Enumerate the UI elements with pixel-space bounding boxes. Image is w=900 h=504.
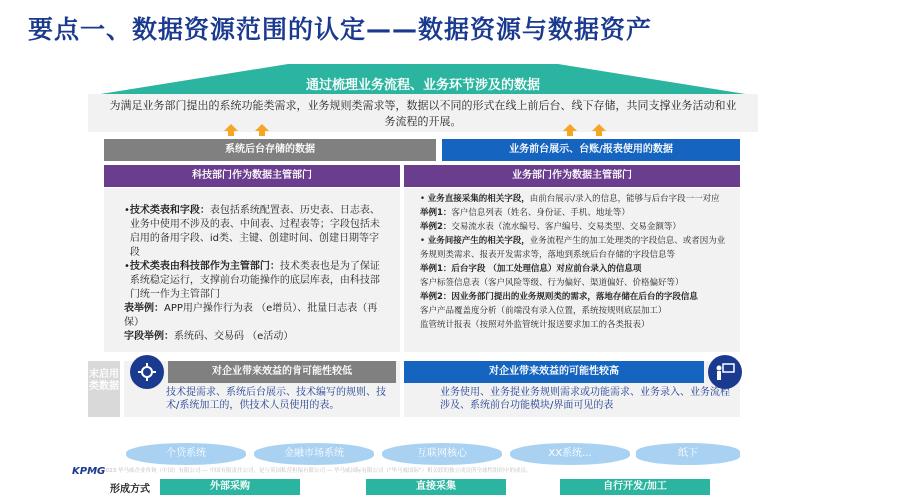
- right-example-2: [420, 220, 732, 234]
- bullet-text: 由前台展示/录入的信息，能够与后台字段一一对应: [529, 194, 720, 204]
- system-disk-5: 纸下: [636, 443, 740, 465]
- example-label: 举例1：: [420, 208, 452, 218]
- example-label: 字段举例：: [124, 331, 174, 342]
- system-disk-4: XX系统...: [510, 443, 630, 465]
- system-disk-1: 个贷系统: [126, 443, 246, 465]
- intro-text: 为满足业务部门提出的系统功能类需求，业务规则类需求等，数据以不同的形式在线上前后台、线下存储，共同支撑业务活动和业务流程的开展。: [88, 94, 758, 132]
- left-bullet-2: • 技术类表由科技部作为主管部门：技术类表也是为了保证系统稳定运行，支撑前台功能操作的底层库表，由科技部门统一作为主管部门: [124, 261, 380, 300]
- left-panel: [104, 188, 400, 352]
- right-bullet-2: • 业务间接产生的相关字段，业务流程产生的加工处理类的字段信息、或者因为业务规则类需求、报表开发需求等，落地到系统后台存储的字段信息等: [420, 236, 726, 260]
- right-header: 业务前台展示、台账/报表使用的数据: [442, 139, 740, 161]
- kpmg-logo: KPMG: [72, 466, 106, 477]
- up-arrow-icon: [224, 124, 238, 136]
- bullet-title: 技术类表由科技部作为主管部门：: [129, 261, 280, 272]
- up-arrow-icon: [592, 124, 606, 136]
- page-title: 要点一、数据资源范围的认定——数据资源与数据资产: [28, 15, 653, 44]
- example-label: 表举例：: [124, 303, 164, 314]
- presenter-icon: [708, 355, 742, 389]
- example-label: 举例2：: [420, 222, 452, 232]
- right-example-4-sub-1: 客户产品覆盖度分析（前端没有录入位置，系统按规则底层加工）: [420, 306, 667, 316]
- example-text: 客户信息列表（姓名、身份证、手机、地址等）: [451, 208, 630, 218]
- copyright-note: © 2023 毕马威企业咨询（中国）有限公司 — 中国有限责任公司，是与英国私营担保有限公司 — 毕马威国际有限公司（"毕马威国际"）相关联的独立成员所全球性组织中的成员。: [95, 468, 532, 474]
- example-text: 因业务部门提出的业务规则类的需求，落地存储在后台的字段信息: [451, 292, 698, 302]
- unused-data-label: 末启用类数据: [88, 361, 120, 417]
- bullet-text: 表包括系统配置表、历史表、日志表、业务中使用不涉及的表、中间表、过程表等；字段包括未启用的备用字段、id类、主键、创建时间、创建日期等字段: [129, 205, 380, 258]
- example-text: APP用户操作行为表 （e增员）、批量日志表（再保）: [124, 303, 378, 328]
- bullet-text: 技术类表也是为了保证系统稳定运行，支撑前台功能操作的底层库表，由科技部门统一作为主管部门: [129, 261, 380, 300]
- bullet-title: 技术类表和字段：: [129, 205, 210, 216]
- example-text: 后台字段 （加工处理信息）对应前台录入的信息项: [451, 264, 642, 274]
- formation-external-purchase: 外部采购: [160, 479, 300, 495]
- formation-label: 形成方式: [110, 484, 150, 495]
- right-bullet-1: • 业务直接采集的相关字段，由前台展示/录入的信息，能够与后台字段一一对应: [420, 194, 720, 204]
- left-benefit-bar: 对企业带来效益的肯可能性较低: [168, 361, 396, 383]
- left-example-2: [124, 330, 386, 344]
- left-dept-header: 科技部门作为数据主管部门: [104, 165, 400, 187]
- up-arrow-icon: [255, 124, 269, 136]
- gear-icon: [130, 355, 164, 389]
- left-bullet-1: • 技术类表和字段：表包括系统配置表、历史表、日志表、业务中使用不涉及的表、中间表、过程表等；字段包括未启用的备用字段、id类、主键、创建时间、创建日期等字段: [124, 205, 380, 258]
- left-header: 系统后台存储的数据: [104, 139, 436, 161]
- roof-label: 通过梳理业务流程、业务环节涉及的数据: [305, 78, 540, 93]
- example-text: 交易流水表（流水编号、客户编号、交易类型、交易金额等）: [451, 222, 681, 232]
- system-disk-2: 金融市场系统: [254, 443, 374, 465]
- system-disk-3: 互联网核心: [382, 443, 502, 465]
- right-benefit-text: 业务使用、业务提业务规则需求或功能需求、业务录入、业务流程涉及、系统前台功能模块/界面可见的表: [440, 387, 730, 411]
- right-example-3: [420, 262, 732, 276]
- right-panel: [404, 188, 740, 352]
- up-arrow-icon: [563, 124, 577, 136]
- right-example-1: [420, 206, 732, 220]
- bullet-title: 业务直接采集的相关字段，: [427, 194, 530, 204]
- bullet-text: 业务流程产生的加工处理类的字段信息、或者因为业务规则类需求、报表开发需求等，落地到系统后台存储的字段信息等: [420, 236, 726, 260]
- example-label: 举例1：: [420, 264, 452, 274]
- right-example-4: [420, 290, 732, 304]
- right-example-4-sub-2: 监管统计报表（按照对外监管统计报送要求加工的各类报表）: [420, 320, 650, 330]
- right-example-3-sub: 客户标签信息表（客户风险等级、行为偏好、渠道偏好、价格偏好等）: [420, 278, 684, 288]
- left-benefit-text: 技术提需求、系统后台展示、技术编写的规则、技术/系统加工的，供技术人员使用的表。: [166, 387, 386, 411]
- bullet-title: 业务间接产生的相关字段，: [427, 236, 530, 246]
- right-benefit-bar: 对企业带来效益的可能性较高: [404, 361, 704, 383]
- formation-self-developed: 自行开发/加工: [560, 479, 710, 495]
- formation-direct-collection: 直接采集: [366, 479, 506, 495]
- example-label: 举例2：: [420, 292, 452, 302]
- right-dept-header: 业务部门作为数据主管部门: [404, 165, 740, 187]
- left-example-1: [124, 302, 386, 330]
- example-text: 系统码、交易码 （e活动）: [174, 331, 294, 342]
